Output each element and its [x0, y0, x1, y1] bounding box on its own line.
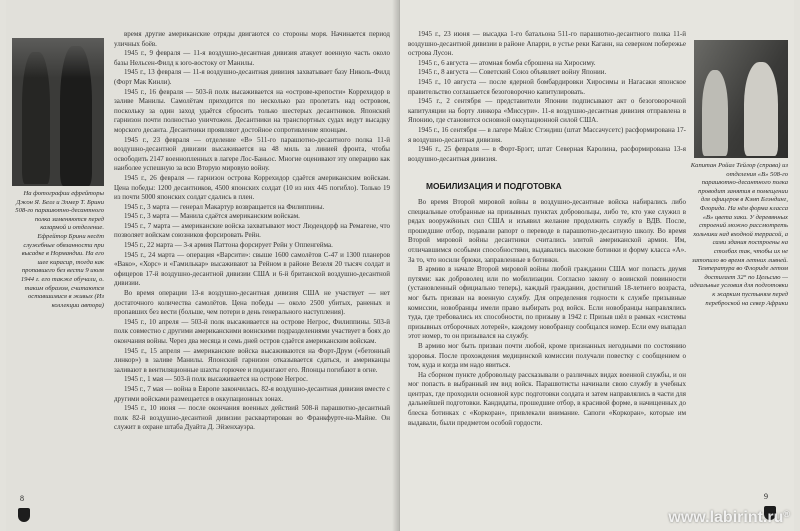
right-paragraph: 1945 г., 8 августа — Советский Союз объявляет войну Японии.: [418, 68, 607, 77]
right-paragraph: 1945 г., 23 июня — высадка 1-го батальона 511-го парашютно-десантного полка 11-й воздушно-десантной дивизии в районе Апарри, в устье реки Каганн, на северном побережье острова Лусон.: [408, 30, 686, 58]
left-paragraph: 1945 г., 7 мая — война в Европе закончилась. 82-я воздушно-десантная дивизия вместе с другими войсками размещается в оккупационных зонах.: [114, 384, 390, 403]
left-paragraph: Во время операции 13-я воздушно-десантная дивизия США не участвует — нет достаточного количества самолётов. Цена победы — около 2500 убитых, раненых и пропавших без вести (больше, чем потери в день генерального наступления).: [114, 289, 390, 317]
left-page: [6, 0, 398, 531]
right-paragraph: В армию мог быть призван почти любой, кроме признанных негодными по состоянию здоровья. После прохождения медицинской комиссии получали повестку с сообщением о том, куда и когда им надо явиться.: [408, 341, 686, 370]
left-paragraph: 1945 г., 24 марта — операция «Варсити»: свыше 1600 самолётов С-47 и 1300 планеров «Вако», «Хорс» и «Гамилькар» высаживают за Рейном в районе Везеля 20 тысяч солдат и офицеров 17-й воздушно-десантной дивизии США и 6-й британской воздушно-десантной дивизии.: [114, 250, 390, 288]
left-page-number: 8: [20, 494, 24, 503]
right-page: [400, 0, 794, 531]
right-paragraph: На сборном пункте добровольцу рассказывали о различных видах военной службы, и он мог попасть в выбранный им вид войск. Парашютисты начинали свою службу в учебных центрах, где проходили основной курс подготовки солдата и затем направлялись в части для дальнейшей подготовки. Кандидаты, прошедшие отбор, в красивой форме, в начищенных до блеска ботинках с «Коркоран», привлекали внимание. Сапоги «Коркоран», которые им выдавали, были предметом особой гордости.: [408, 370, 686, 427]
left-paragraph: 1945 г., 3 марта — генерал Макартур возвращается на Филиппины.: [124, 202, 325, 211]
soldiers-photo-left: [12, 38, 104, 186]
watermark-text: www.labirint.ru: [668, 509, 784, 526]
registered-mark: ®: [783, 509, 790, 519]
right-paragraph: 1945 г., 6 августа — атомная бомба сброшена на Хиросиму.: [418, 58, 596, 67]
right-paragraph: 1945 г., 16 сентября — в лагере Майлс Стэндиш (штат Массачусетс) расформирована 17-я воздушно-десантная дивизия.: [408, 125, 686, 144]
left-paragraph: 1945 г., 15 апреля — американские войска высаживаются на Форт-Друм («бетонный линкор») в заливе Манилы. Японский гарнизон отказывается сдаться, и американцы заливают в вентиляционные шахты горючее и поджигают его. Японцы погибают в огне.: [114, 346, 390, 374]
right-paragraph: В армию в начале Второй мировой войны любой гражданин США мог попасть двумя путями: как доброволец или по мобилизации. Согласно закону о воинской повинности (установленный официально теперь), каждый гражданин, достигший 18-летнего возраста, мог быть призван на военную службу. Для определения годности к службе призывные комиссии, новобранцы имели право выбирать род войск. Если новобранцы направлялись туда, где требовались их способности, по призыву в 1942 г. Призыв шёл в рамках «системы призывных отборочных лотерей», каждому новобранцу сообщался номер. Если ему выпадал этот номер, то он призывался на службу.: [408, 265, 686, 341]
left-paragraph: время другие американские отряды двигаются со стороны моря. Начинается период уличных боёв.: [114, 30, 390, 48]
left-paragraph: 1945 г., 3 марта — Манила сдаётся американским войскам.: [124, 212, 300, 221]
right-paragraph: 1945 г., 10 августа — после ядерной бомбардировки Хиросимы и Нагасаки японское правительство соглашается безоговорочно капитулировать.: [408, 77, 686, 96]
left-paragraph: 1945 г., 22 марта — 3-я армия Паттона форсирует Рейн у Оппенгейма.: [124, 241, 333, 250]
right-paragraph: 1946 г., 25 февраля — в Форт-Брэгг, штат Северная Каролина, расформирована 13-я воздушно-десантная дивизия.: [408, 145, 686, 163]
left-paragraph: 1945 г., 23 февраля — отделение «В» 511-го парашютно-десантного полка 11-й воздушно-десантной дивизии высаживается на 48 миль за линией фронта, чтобы освободить 2147 военнопленных в лагере Лос-Баньос. Многие оценивают эту операцию как наиболее успешную за всю Вторую мировую войну.: [114, 135, 390, 173]
left-paragraph: 1945 г., 10 июня — после окончания военных действий 508-й парашютно-десантный полк 82-й воздушно-десантной дивизии расквартирован во Франкфурте-на-Майне. Он служит в охране штаба Дуайта Д. Эйзенхауэра.: [114, 404, 390, 432]
left-paragraph: 1945 г., 13 февраля — 11-я воздушно-десантная дивизия захватывает базу Николь-Филд (Форт Мак Кинли).: [114, 68, 390, 86]
left-paragraph: 1945 г., 9 февраля — 11-я воздушно-десантная дивизия атакует военную часть около базы Нельсен-Филд к юго-востоку от Манилы.: [114, 49, 390, 67]
right-text-column-top: [408, 30, 686, 170]
right-photo-caption: Капитан Ройал Тейлор (справа) из отделения «В» 508-го парашютно-десантного полка проводит занятия в помещении для офицеров в Кэмп Блэндинг, Флорида. На нём форма класса «В» цвета хаки. У деревянных строений можно рассмотреть хольчики над входной террасой, а сами здания построены на столбах так, чтобы их не затопило во время летних ливней. Температура во Флориде летом достигает 32° по Цельсию — идеальные условия для подготовки к жарким пустыням перед переброской на север Африки: [690, 162, 788, 307]
left-paragraph: 1945 г., 10 апреля — 503-й полк высаживается на острове Негрос, Филиппины. 503-й полк совместно с другими американскими воинскими подразделениями участвует в боях до окончания войны. Через два месяца и семь дней остров сдаётся американским войскам.: [114, 317, 390, 345]
left-photo-caption: На фотографии ефрейторы Джон Я. Белл и Элмер Т. Брини 508-го парашютно-десантного полка заменяются перед казармой и отделение. Ефрейтор Брини несёт служебные обязанности при высадке в Нормандии. На его шее кирасир, тогда как пропавшего без вести 9 июля 1944 г. его также обучали, о. таким образом, считаются оставшимися в живых (Из коллекции автора): [15, 190, 104, 309]
section-heading: МОБИЛИЗАЦИЯ И ПОДГОТОВКА: [426, 181, 562, 191]
left-paragraph: 1945 г., 16 февраля — 503-й полк высаживается на «острове-крепости» Коррехидор в заливе Манилы. Самолётам приходится по несколько раз пролетать над островом, поскольку за один заход удаётся сбросить только шестерых десантников. Японский гарнизон почти полностью уничтожен. Десантники на транспортных судах ведут высадку морского десанта. Десантники проявляют достойное сопротивление японцам.: [114, 87, 390, 134]
officers-photo-right: [694, 40, 788, 158]
left-paragraph: 1945 г., 1 мая — 503-й полк высаживается на острове Негрос.: [124, 375, 308, 384]
right-page-number: 9: [764, 492, 768, 501]
right-paragraph: Во время Второй мировой войны в воздушно-десантные войска набирались либо специальные отобранные на призывных пунктах добровольцы, либо те, кто уже служил в рядах вооружённых сил США и изъявил желание продолжить службу в ВДВ. После, прошедшие отбор, подавали рапорт о переводе в парашютно-десантную школу. Во время Второй мировой войны десантники считались элитой американской армии. Им, отличавшимся особыми способностями, выдавались высокие ботинки и форму класса «А». За то, что носили брюки, заправленные в ботинки.: [408, 198, 686, 264]
airborne-emblem-icon: [18, 508, 30, 522]
right-text-column-bottom: [408, 198, 686, 498]
left-paragraph: 1945 г., 26 февраля — гарнизон острова Коррехидор сдаётся американским войскам. Цена победы: 1200 десантников, 4500 японских солдат (10 из них 445 погибло). Только 19 из почти 5000 японских солдат сдались в плен.: [114, 173, 390, 202]
site-watermark: [668, 509, 790, 527]
left-text-column: [114, 30, 390, 500]
right-paragraph: 1945 г., 2 сентября — представители Японии подписывают акт о безоговорочной капитуляции на борту линкора «Миссури». 11-я воздушно-десантная дивизия отправлена в Японию, где становится основной оккупационной силой США.: [408, 97, 686, 125]
left-paragraph: 1945 г., 7 марта — американские войска захватывают мост Людендорф на Ремагене, что позволяет войскам союзников форсировать Рейн.: [114, 221, 390, 240]
